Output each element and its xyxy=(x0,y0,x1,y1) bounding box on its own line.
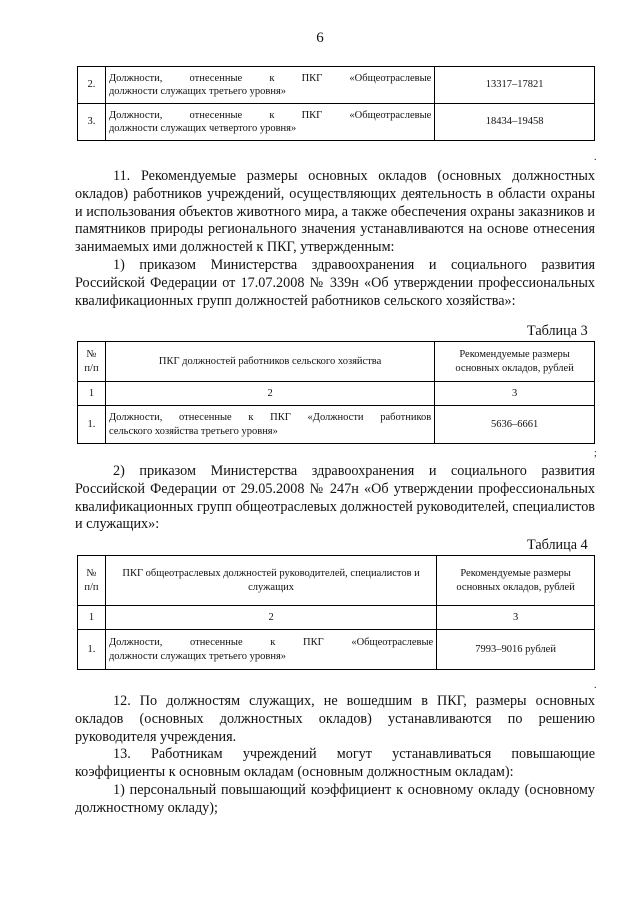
header-number: № п/п xyxy=(78,342,106,382)
table-4 xyxy=(77,555,595,670)
table-header-row xyxy=(78,342,595,382)
table-3 xyxy=(77,341,595,444)
salary-table-top xyxy=(77,66,595,141)
salary-range: 13317–17821 xyxy=(435,67,595,104)
marker-dot: . xyxy=(594,152,597,163)
position-group-line: должности служащих третьего уровня» xyxy=(108,650,287,662)
row-number: 2. xyxy=(78,67,106,104)
paragraph-13-text: 13. Работникам учреждений могут устанавливаться повышающие коэффициенты к основным окладам (основным должностным окладам): xyxy=(75,746,595,781)
index-cell: 1 xyxy=(78,382,106,406)
index-cell: 1 xyxy=(78,606,106,630)
table-header-row xyxy=(78,556,595,606)
header-position-group: ПКГ общеотраслевых должностей руководителей, специалистов и служащих xyxy=(105,556,436,606)
paragraph-13-1-text: 1) персональный повышающий коэффициент к основному окладу (основному должностному окладу); xyxy=(75,781,595,816)
header-position-group: ПКГ должностей работников сельского хозяйства xyxy=(105,342,434,382)
position-group-cell xyxy=(105,406,434,444)
salary-range: 5636–6661 xyxy=(435,406,595,444)
paragraph-11-2-text: 2) приказом Министерства здравоохранения и социального развития Российской Федерации от 29.05.2008 № 247н «Об утверждении профессиональных квалификационных групп общеотраслевых должностей руководителей, специалистов и служащих»: xyxy=(75,463,595,533)
marker-dot: ; xyxy=(594,448,597,459)
row-number: 3. xyxy=(78,104,106,141)
marker-dot: . xyxy=(594,680,597,691)
paragraph-11 xyxy=(75,168,595,310)
table-row xyxy=(78,630,595,670)
position-group-cell xyxy=(105,67,434,104)
header-number: № п/п xyxy=(78,556,106,606)
position-group-line: Должности, отнесенные к ПКГ «Общеотраслевые xyxy=(108,72,432,84)
row-number: 1. xyxy=(78,630,106,670)
salary-range: 18434–19458 xyxy=(435,104,595,141)
position-group-cell xyxy=(105,630,436,670)
position-group-line: Должности, отнесенные к ПКГ «Должности работников xyxy=(108,412,432,424)
position-group-line: Должности, отнесенные к ПКГ «Общеотраслевые xyxy=(108,109,432,121)
table-index-row xyxy=(78,606,595,630)
position-group-line: должности служащих третьего уровня» xyxy=(108,86,287,97)
position-group-line: должности служащих четвертого уровня» xyxy=(108,123,297,134)
index-cell: 2 xyxy=(105,606,436,630)
position-group-cell xyxy=(105,104,434,141)
index-cell: 3 xyxy=(437,606,595,630)
paragraph-11-text: 11. Рекомендуемые размеры основных окладов (основных должностных окладов) работников учреждений, осуществляющих деятельность в области охраны и использования объектов животного мира, а также обеспечения охраны заказников и памятников природы регионального значения устанавливаются на основе отнесения занимаемых ими должностей к ПКГ, утвержденным: xyxy=(75,168,595,256)
table-row xyxy=(78,406,595,444)
position-group-line: сельского хозяйства третьего уровня» xyxy=(108,425,278,437)
paragraph-11-1-text: 1) приказом Министерства здравоохранения и социального развития Российской Федерации от 17.07.2008 № 339н «Об утверждении профессиональных квалификационных групп должностей работников сельского хозяйства»: xyxy=(75,256,595,309)
table-row xyxy=(78,104,595,141)
table-index-row xyxy=(78,382,595,406)
paragraph-12 xyxy=(75,693,595,818)
salary-range: 7993–9016 рублей xyxy=(437,630,595,670)
table4-caption: Таблица 4 xyxy=(527,537,588,553)
page-number: 6 xyxy=(316,30,324,46)
header-salary: Рекомендуемые размеры основных окладов, рублей xyxy=(437,556,595,606)
index-cell: 3 xyxy=(435,382,595,406)
index-cell: 2 xyxy=(105,382,434,406)
row-number: 1. xyxy=(78,406,106,444)
table3-caption: Таблица 3 xyxy=(527,323,588,339)
header-salary: Рекомендуемые размеры основных окладов, рублей xyxy=(435,342,595,382)
paragraph-12-text: 12. По должностям служащих, не вошедшим в ПКГ, размеры основных окладов (основных должностных окладов) устанавливаются по решению руководителя учреждения. xyxy=(75,693,595,745)
paragraph-11-2 xyxy=(75,463,595,534)
position-group-line: Должности, отнесенные к ПКГ «Общеотраслевые xyxy=(108,637,434,649)
table-row xyxy=(78,67,595,104)
